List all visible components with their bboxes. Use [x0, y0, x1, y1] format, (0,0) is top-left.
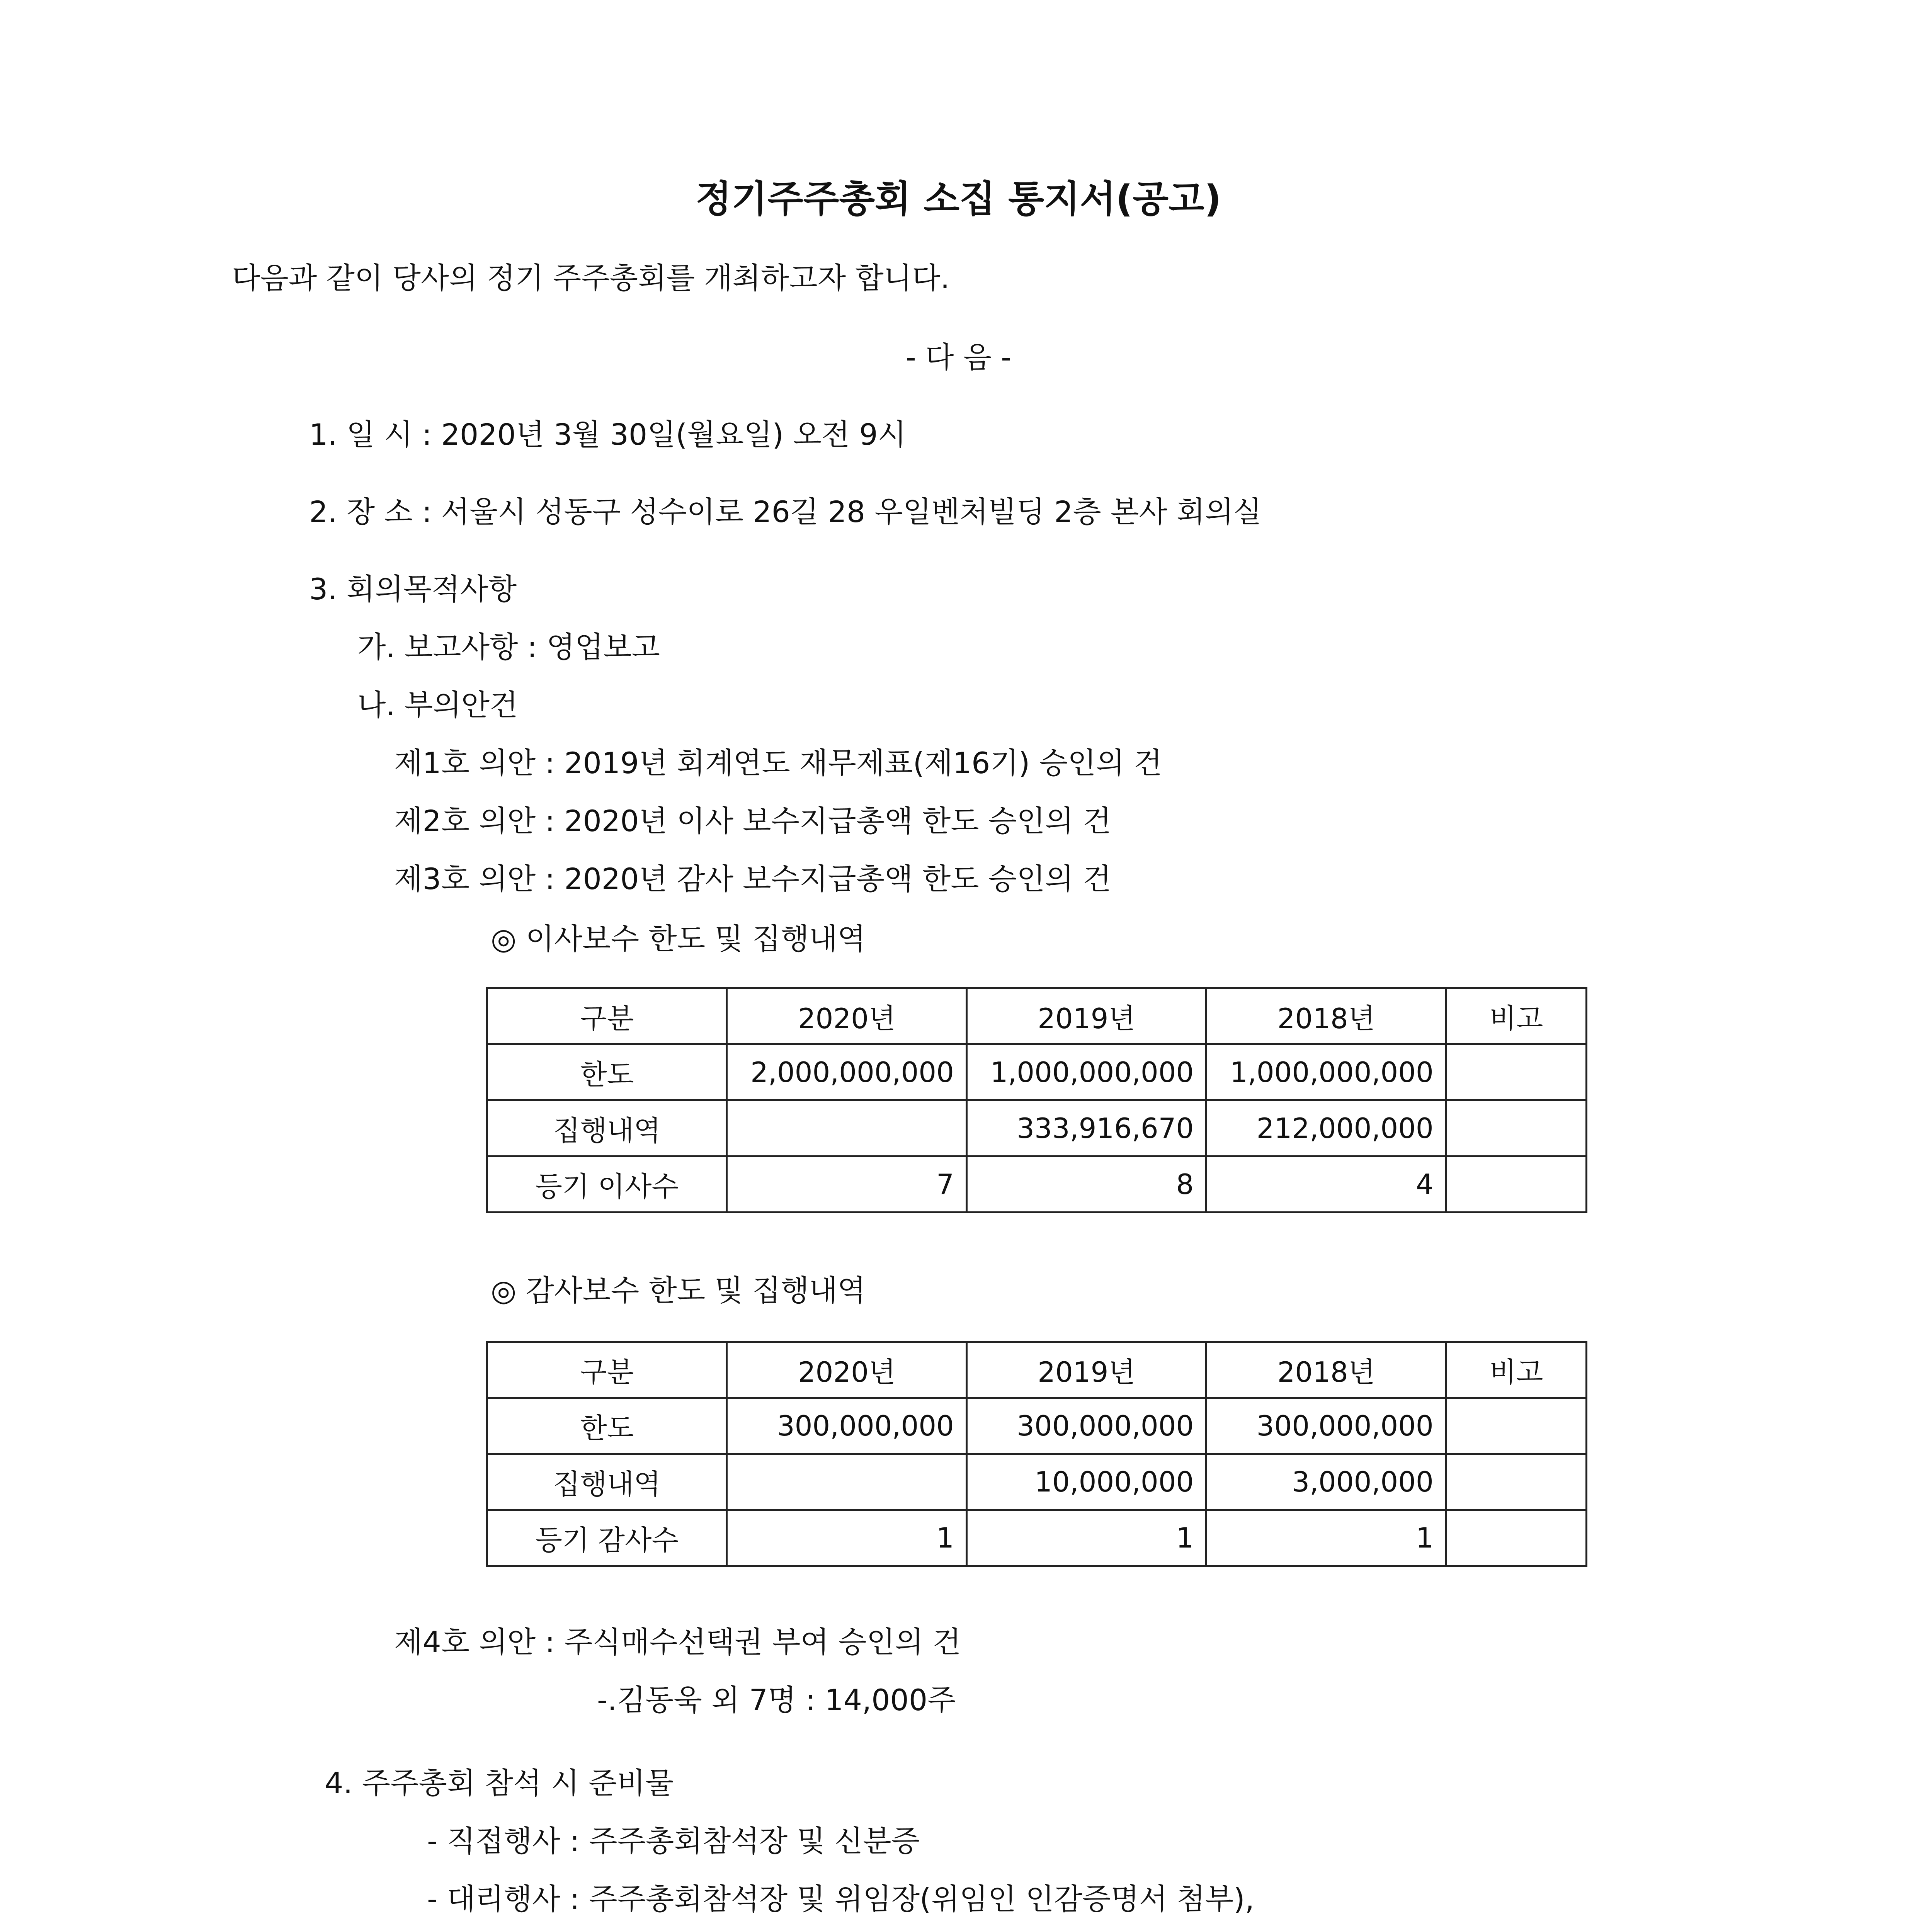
report-items: 가. 보고사항 : 영업보고	[357, 630, 660, 664]
value-cell	[727, 1100, 966, 1156]
value-cell: 3,000,000	[1206, 1454, 1446, 1510]
meeting-place: 2. 장 소 : 서울시 성동구 성수이로 26길 28 우일벤처빌딩 2층 본사 회의실	[309, 495, 1262, 529]
director-pay-caption: ◎ 이사보수 한도 및 집행내역	[491, 922, 866, 956]
table-header-row	[487, 988, 1587, 1044]
remark-cell	[1446, 1510, 1586, 1566]
preparation-heading: 4. 주주총회 참석 시 준비물	[325, 1766, 674, 1800]
row-label: 한도	[487, 1398, 727, 1454]
remark-cell	[1446, 1044, 1586, 1100]
row-label: 등기 감사수	[487, 1510, 727, 1566]
value-cell: 1	[966, 1510, 1206, 1566]
value-cell: 1,000,000,000	[1206, 1044, 1446, 1100]
remark-cell	[1446, 1156, 1586, 1213]
value-cell: 8	[966, 1156, 1206, 1213]
value-cell: 7	[727, 1156, 966, 1213]
intro-text: 다음과 같이 당사의 정기 주주총회를 개최하고자 합니다.	[232, 261, 950, 295]
header-cell: 구분	[487, 988, 727, 1044]
value-cell: 1	[727, 1510, 966, 1566]
value-cell	[727, 1454, 966, 1510]
value-cell: 300,000,000	[966, 1398, 1206, 1454]
row-label: 집행내역	[487, 1454, 727, 1510]
header-cell: 구분	[487, 1342, 727, 1398]
agenda-3: 제3호 의안 : 2020년 감사 보수지급총액 한도 승인의 건	[394, 862, 1111, 896]
row-label: 등기 이사수	[487, 1156, 727, 1213]
agenda-4-detail: -.김동욱 외 7명 : 14,000주	[597, 1683, 956, 1717]
table-row	[487, 1100, 1587, 1156]
remark-cell	[1446, 1454, 1586, 1510]
value-cell: 1	[1206, 1510, 1446, 1566]
meeting-purpose-heading: 3. 회의목적사항	[309, 572, 517, 606]
table-row	[487, 1454, 1587, 1510]
value-cell: 212,000,000	[1206, 1100, 1446, 1156]
header-cell: 2018년	[1206, 1342, 1446, 1398]
dameum-heading: - 다 음 -	[905, 340, 1012, 374]
agenda-4: 제4호 의안 : 주식매수선택권 부여 승인의 건	[394, 1625, 961, 1659]
page-title: 정기주주총회 소집 통지서(공고)	[696, 177, 1221, 221]
remark-cell	[1446, 1398, 1586, 1454]
table-row	[487, 1510, 1587, 1566]
value-cell: 1,000,000,000	[966, 1044, 1206, 1100]
table-header-row	[487, 1342, 1587, 1398]
header-cell: 비고	[1446, 1342, 1586, 1398]
agenda-1: 제1호 의안 : 2019년 회계연도 재무제표(제16기) 승인의 건	[394, 746, 1162, 780]
row-label: 한도	[487, 1044, 727, 1100]
agenda-2: 제2호 의안 : 2020년 이사 보수지급총액 한도 승인의 건	[394, 804, 1111, 838]
table-row	[487, 1156, 1587, 1213]
value-cell: 333,916,670	[966, 1100, 1206, 1156]
header-cell: 2018년	[1206, 988, 1446, 1044]
remark-cell	[1446, 1100, 1586, 1156]
value-cell: 4	[1206, 1156, 1446, 1213]
header-cell: 2019년	[966, 1342, 1206, 1398]
director-pay-table	[486, 987, 1587, 1213]
agenda-heading: 나. 부의안건	[357, 688, 518, 722]
value-cell: 2,000,000,000	[727, 1044, 966, 1100]
auditor-pay-table	[486, 1341, 1587, 1567]
proxy-exercise: - 대리행사 : 주주총회참석장 및 위임장(위임인 인감증명서 첨부),	[427, 1882, 1254, 1916]
header-cell: 2020년	[727, 988, 966, 1044]
value-cell: 300,000,000	[727, 1398, 966, 1454]
value-cell: 10,000,000	[966, 1454, 1206, 1510]
meeting-datetime: 1. 일 시 : 2020년 3월 30일(월요일) 오전 9시	[309, 417, 907, 452]
auditor-pay-caption: ◎ 감사보수 한도 및 집행내역	[491, 1273, 866, 1308]
table-row	[487, 1044, 1587, 1100]
header-cell: 비고	[1446, 988, 1586, 1044]
direct-exercise: - 직접행사 : 주주총회참석장 및 신분증	[427, 1824, 920, 1858]
header-cell: 2019년	[966, 988, 1206, 1044]
table-row	[487, 1398, 1587, 1454]
value-cell: 300,000,000	[1206, 1398, 1446, 1454]
header-cell: 2020년	[727, 1342, 966, 1398]
row-label: 집행내역	[487, 1100, 727, 1156]
